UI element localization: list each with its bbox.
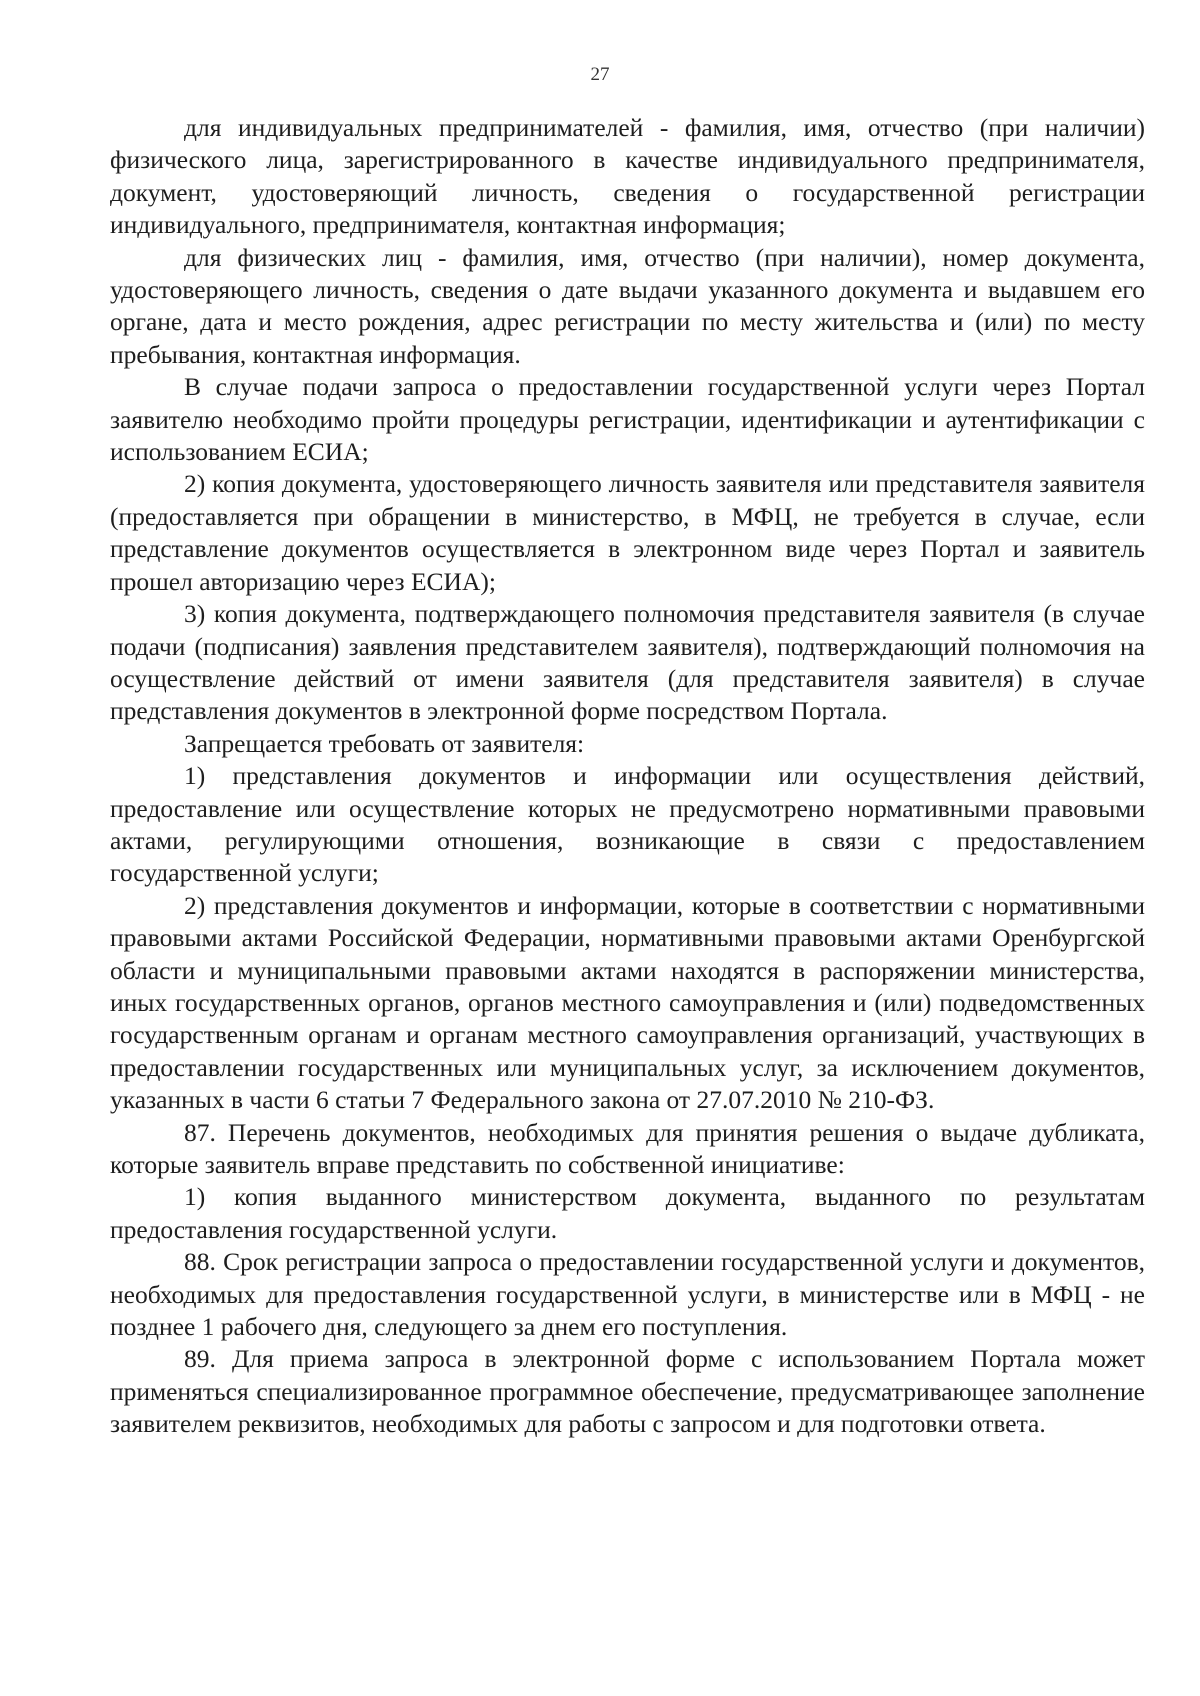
paragraph-prohibited-item-1: 1) представления документов и информации или осуществления действий, предоставление или осуществление которых не предусмотрено нормативными правовыми актами, регулирующими отношения, возникающие в связи с предоставлением государственной услуги; <box>110 761 1145 888</box>
paragraph-87: 87. Перечень документов, необходимых для принятия решения о выдаче дубликата, которые заявитель вправе представить по собственной инициативе: <box>110 1117 1145 1179</box>
paragraph-item-3-authority-copy: 3) копия документа, подтверждающего полномочия представителя заявителя (в случае подачи (подписания) заявления представителем заявителя), подтверждающий полномочия на осуществление действий от имени заявителя (для представителя заявителя) в случае представления документов в электронной форме посредством Портала. <box>110 599 1145 726</box>
paragraph-prohibited-requirements: Запрещается требовать от заявителя: <box>184 728 585 758</box>
page-number: 27 <box>590 64 610 85</box>
paragraph-individual-entrepreneurs: для индивидуальных предпринимателей - фамилия, имя, отчество (при наличии) физического лица, зарегистрированного в качестве индивидуального предпринимателя, документ, удостоверяющий личность, сведения о государственной регистрации индивидуального, предпринимателя, контактная информация; <box>110 113 1145 240</box>
paragraph-prohibited-item-2: 2) представления документов и информации, которые в соответствии с нормативными правовыми актами Российской Федерации, нормативными правовыми актами Оренбургской области и муниципальными правовыми актами находятся в распоряжении министерства, иных государственных органов, органов местного самоуправления и (или) подведомственных государственным органам и органам местного самоуправления организаций, участвующих в предоставлении государственных или муниципальных услуг, за исключением документов, указанных в части 6 статьи 7 Федерального закона от 27.07.2010 № 210-ФЗ. <box>110 890 1145 1115</box>
paragraph-item-2-identity-copy: 2) копия документа, удостоверяющего личность заявителя или представителя заявителя (предоставляется при обращении в министерство, в МФЦ, не требуется в случае, если представление документов осуществляется в электронном виде через Портал и заявитель прошел авторизацию через ЕСИА); <box>110 469 1145 596</box>
paragraph-88: 88. Срок регистрации запроса о предоставлении государственной услуги и документов, необходимых для предоставления государственной услуги, в министерстве или в МФЦ - не позднее 1 рабочего дня, следующего за днем его поступления. <box>110 1247 1145 1342</box>
document-body <box>110 112 1145 1441</box>
paragraph-individuals: для физических лиц - фамилия, имя, отчество (при наличии), номер документа, удостоверяющего личность, сведения о дате выдачи указанного документа и выдавшем его органе, дата и место рождения, адрес регистрации по месту жительства и (или) по месту пребывания, контактная информация. <box>110 242 1145 369</box>
paragraph-portal-registration: В случае подачи запроса о предоставлении государственной услуги через Портал заявителю необходимо пройти процедуры регистрации, идентификации и аутентификации с использованием ЕСИА; <box>110 372 1145 467</box>
paragraph-87-item-1: 1) копия выданного министерством документа, выданного по результатам предоставления государственной услуги. <box>110 1182 1145 1244</box>
paragraph-89: 89. Для приема запроса в электронной форме с использованием Портала может применяться специализированное программное обеспечение, предусматривающее заполнение заявителем реквизитов, необходимых для работы с запросом и для подготовки ответа. <box>110 1344 1145 1439</box>
